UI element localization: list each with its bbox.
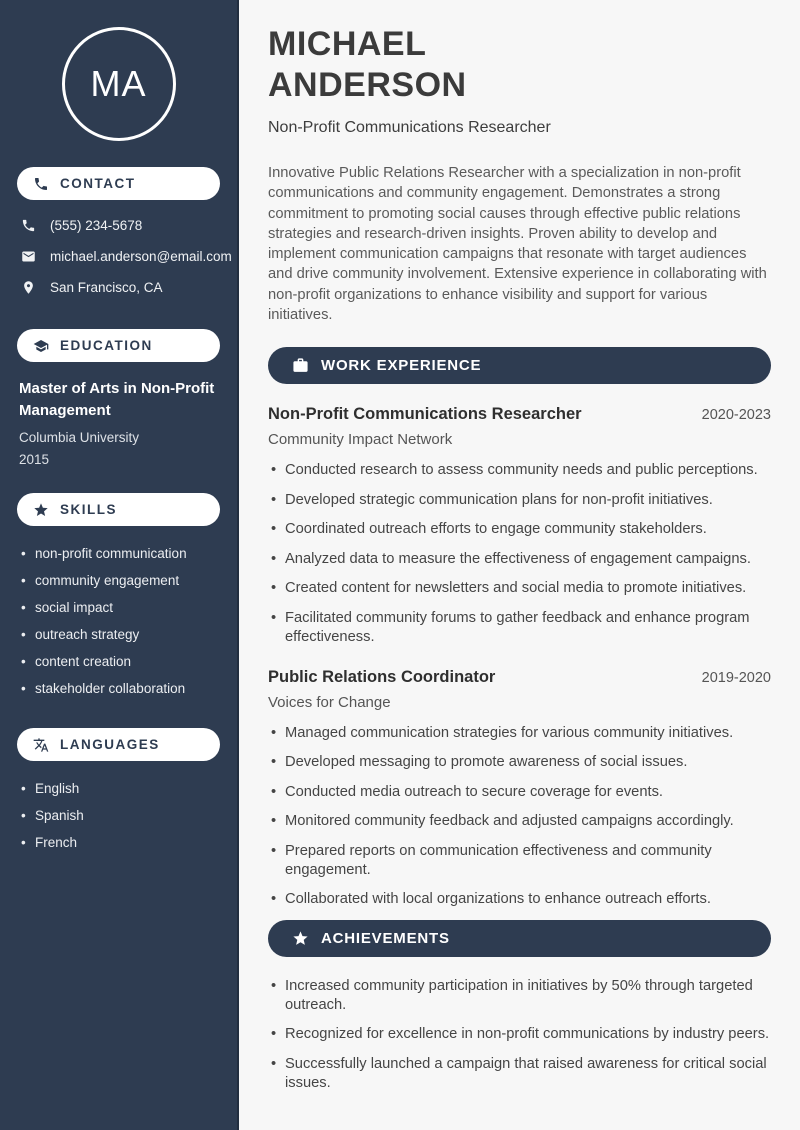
contact-section-title: CONTACT [60,176,136,191]
person-first-name: MICHAEL [268,25,427,63]
graduation-cap-icon [33,338,49,354]
job-company: Voices for Change [268,693,391,711]
achievements-section-title: ACHIEVEMENTS [321,929,450,947]
job-title: Public Relations Coordinator [268,667,496,686]
languages-section-header [17,728,220,761]
briefcase-icon [292,357,309,374]
job-bullet: • Developed messaging to promote awareness of social issues. [268,753,771,772]
translate-icon [33,737,49,753]
job-bullet: • Facilitated community forums to gather feedback and enhance program effectiveness. [268,609,771,647]
job-bullet: • Created content for newsletters and social media to promote initiatives. [268,579,771,598]
contact-location-value: San Francisco, CA [50,280,163,295]
languages-list [17,775,220,856]
job-header [268,668,771,687]
languages-section-title: LANGUAGES [60,737,160,752]
education-section-title: EDUCATION [60,338,153,353]
skill-item: • outreach strategy [19,621,218,648]
summary-paragraph: Innovative Public Relations Researcher with a specialization in non-profit communications and community engagement. Demonstrates a strong commitment to promoting social causes through effective public relations strategies and research-driven insights. Proven ability to develop and implement communication campaigns that resonate with target audiences and drive community involvement. Extensive experience in collaborating with non-profit organizations to enhance visibility and support for various initiatives. [268,165,767,324]
skill-item: • social impact [19,594,218,621]
main-content [239,0,800,1130]
job-bullet: • Developed strategic communication plans for non-profit initiatives. [268,491,771,510]
job-bullet: • Conducted research to assess community needs and public perceptions. [268,461,771,480]
star-icon [292,930,309,947]
skill-item: • content creation [19,648,218,675]
location-pin-icon [21,280,36,295]
star-icon [33,502,49,518]
achievements-list [268,977,771,1093]
job-bullet-list [268,724,771,910]
person-job-title: Non-Profit Communications Researcher [268,119,551,136]
education-section-header [17,329,220,362]
skills-section-title: SKILLS [60,502,118,517]
contact-phone-row [17,210,220,241]
achievements-section-header [268,920,771,957]
avatar-initials: MA [90,63,147,104]
job-dates: 2019-2020 [701,669,771,686]
work-experience-section-header [268,347,771,384]
job-entry [268,668,771,910]
job-bullet: • Collaborated with local organizations to enhance outreach efforts. [268,890,771,909]
language-item: • English [19,775,218,802]
education-year: 2015 [19,452,50,467]
contact-list [17,210,232,303]
achievement-bullet: • Successfully launched a campaign that raised awareness for critical social issues. [268,1055,771,1093]
contact-location-row [17,272,220,303]
job-bullet: • Monitored community feedback and adjusted campaigns accordingly. [268,812,771,831]
skills-section-header [17,493,220,526]
education-school: Columbia University [19,430,140,445]
phone-icon [21,218,36,233]
contact-phone-value: (555) 234-5678 [50,218,143,233]
education-entry [17,378,220,467]
person-name [268,24,771,106]
job-bullet: • Conducted media outreach to secure coverage for events. [268,783,771,802]
job-company: Community Impact Network [268,431,453,449]
job-bullet: • Managed communication strategies for various community initiatives. [268,724,771,743]
sidebar [0,0,239,1130]
language-item: • Spanish [19,802,218,829]
contact-email-value: michael.anderson@email.com [50,249,232,264]
education-degree: Master of Arts in Non-Profit Management [19,380,215,419]
phone-icon [33,176,49,192]
work-experience-section-title: WORK EXPERIENCE [321,357,482,375]
contact-section-header [17,167,220,200]
skill-item: • community engagement [19,567,218,594]
email-icon [21,249,36,264]
skill-item: • non-profit communication [19,540,218,567]
skill-item: • stakeholder collaboration [19,675,218,702]
avatar [62,27,176,141]
achievement-bullet: • Recognized for excellence in non-profit communications by industry peers. [268,1025,771,1044]
skills-list [17,540,220,702]
contact-email-row [17,241,232,272]
job-bullet-list [268,461,771,647]
achievement-bullet: • Increased community participation in initiatives by 50% through targeted outreach. [268,977,771,1015]
job-bullet: • Prepared reports on communication effectiveness and community engagement. [268,842,771,880]
job-dates: 2020-2023 [701,407,771,424]
job-bullet: • Analyzed data to measure the effectiveness of engagement campaigns. [268,550,771,569]
job-header [268,405,771,424]
person-last-name: ANDERSON [268,66,467,104]
language-item: • French [19,829,218,856]
job-title: Non-Profit Communications Researcher [268,405,582,424]
job-entry [268,405,771,647]
job-bullet: • Coordinated outreach efforts to engage community stakeholders. [268,520,771,539]
